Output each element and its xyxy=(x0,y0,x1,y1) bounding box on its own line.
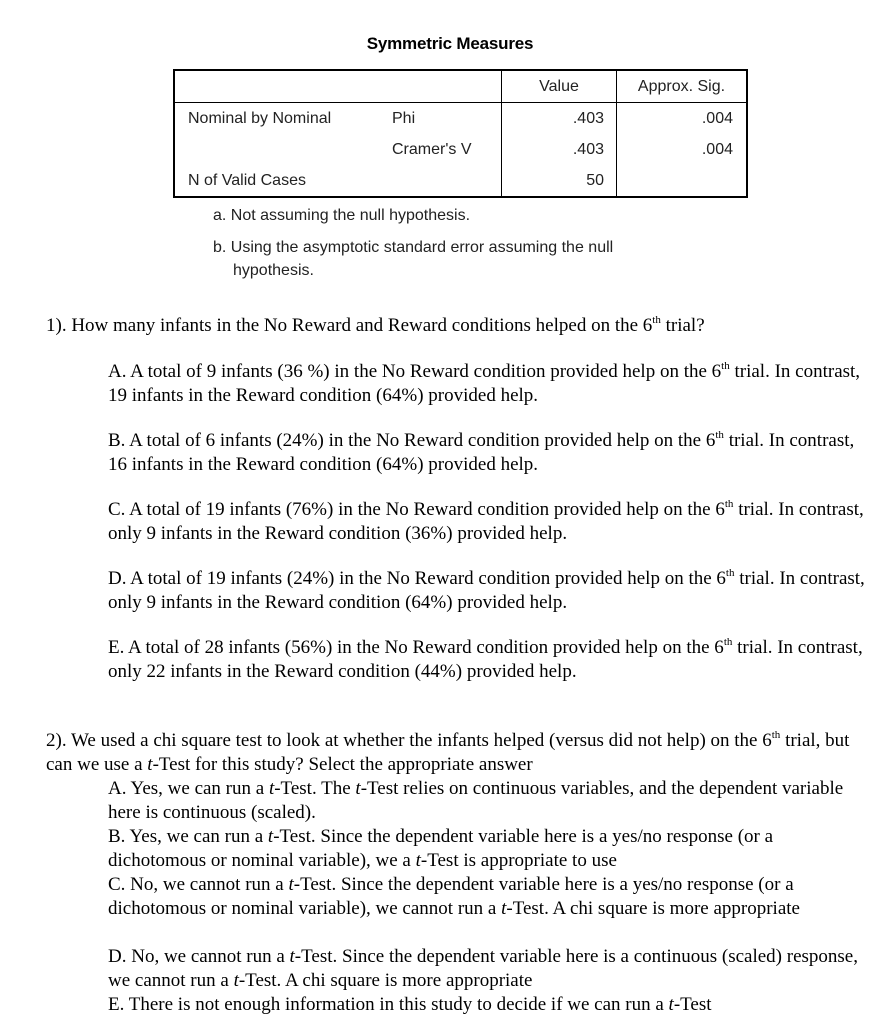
header-cell xyxy=(392,70,502,103)
header-cell xyxy=(174,70,392,103)
header-approx-sig: Approx. Sig. xyxy=(617,70,748,103)
value-cell: .403 xyxy=(502,103,617,135)
sig-cell xyxy=(617,165,748,197)
sig-cell: .004 xyxy=(617,103,748,135)
header-value: Value xyxy=(502,70,617,103)
row-sublabel: Phi xyxy=(392,109,416,127)
row-label: N of Valid Cases xyxy=(188,171,306,189)
table-title: Symmetric Measures xyxy=(366,34,534,53)
question-2-option-c[interactable]: C. No, we cannot run a t-Test. Since the dependent variable here is a yes/no response (or a dichotomous or nominal variable), we cannot run a t-Test. A chi square is more appropriate xyxy=(108,874,800,919)
table-row xyxy=(174,103,747,135)
table-row xyxy=(174,165,747,197)
table-header-row xyxy=(174,70,747,103)
table-footnote-b: b. Using the asymptotic standard error assuming the null hypothesis. xyxy=(213,239,614,279)
row-sublabel: Cramer's V xyxy=(392,140,472,158)
sig-cell: .004 xyxy=(617,134,748,165)
question-2-option-a[interactable]: A. Yes, we can run a t-Test. The t-Test relies on continuous variables, and the dependent variable here is continuous (scaled). xyxy=(108,778,844,823)
table-row xyxy=(174,134,747,165)
question-1-option-b[interactable]: B. A total of 6 infants (24%) in the No Reward condition provided help on the 6th trial. In contrast, 16 infants in the Reward condition (64%) provided help. xyxy=(108,428,855,475)
value-cell: .403 xyxy=(502,134,617,165)
question-2-option-e[interactable]: E. There is not enough information in this study to decide if we can run a t-Test xyxy=(108,994,712,1015)
question-2-stem: 2). We used a chi square test to look at whether the infants helped (versus did not help) on the 6th trial, but can we use a t-Test for this study? Select the appropriate answer xyxy=(46,728,850,775)
symmetric-measures-table xyxy=(173,69,748,198)
table-footnote-a: a. Not assuming the null hypothesis. xyxy=(213,207,471,224)
value-cell: 50 xyxy=(502,165,617,197)
question-1-option-e[interactable]: E. A total of 28 infants (56%) in the No Reward condition provided help on the 6th trial. In contrast, only 22 infants in the Reward condition (44%) provided help. xyxy=(108,635,863,682)
question-1-stem: 1). How many infants in the No Reward and Reward conditions helped on the 6th trial? xyxy=(46,313,705,336)
question-1-option-d[interactable]: D. A total of 19 infants (24%) in the No Reward condition provided help on the 6th trial. In contrast, only 9 infants in the Reward condition (64%) provided help. xyxy=(108,566,865,613)
question-1-option-c[interactable]: C. A total of 19 infants (76%) in the No Reward condition provided help on the 6th trial. In contrast, only 9 infants in the Reward condition (36%) provided help. xyxy=(108,497,864,544)
row-label xyxy=(174,134,392,165)
row-label: Nominal by Nominal xyxy=(188,109,332,127)
question-2-option-b[interactable]: B. Yes, we can run a t-Test. Since the dependent variable here is a yes/no response (or a dichotomous or nominal variable), we a t-Test is appropriate to use xyxy=(108,826,774,871)
row-sublabel xyxy=(392,165,502,197)
question-1-option-a[interactable]: A. A total of 9 infants (36 %) in the No Reward condition provided help on the 6th trial. In contrast, 19 infants in the Reward condition (64%) provided help. xyxy=(108,359,861,406)
question-2-option-d[interactable]: D. No, we cannot run a t-Test. Since the dependent variable here is a continuous (scaled) response, we cannot run a t-Test. A chi square is more appropriate xyxy=(108,946,858,991)
